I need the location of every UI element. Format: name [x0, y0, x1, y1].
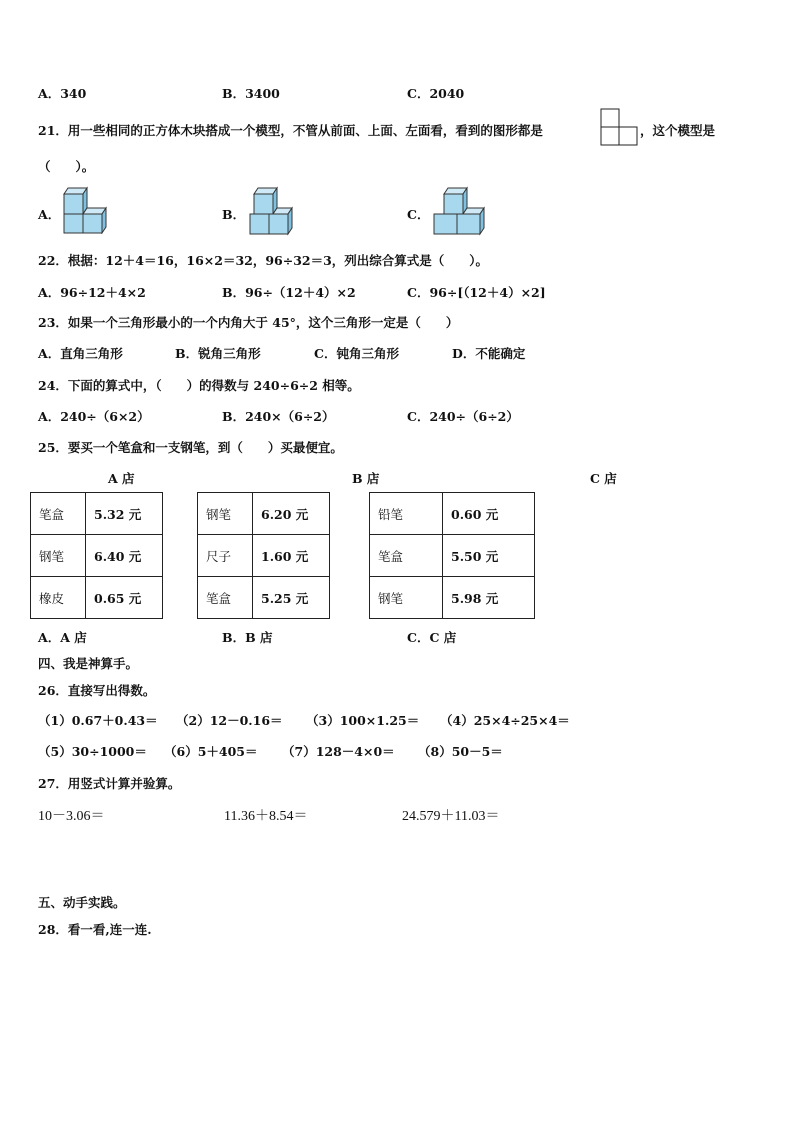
table-row [31, 535, 163, 577]
item-price: 0.60 元 [443, 493, 535, 535]
q27-item-3: 24.579＋11.03＝ [402, 809, 500, 824]
q22-option-a[interactable]: A．96÷12＋4×2 [38, 285, 146, 300]
q24-option-b[interactable]: B．240×（6÷2） [222, 409, 335, 424]
q25-option-c[interactable]: C．C 店 [407, 630, 457, 645]
item-name: 铅笔 [370, 493, 443, 535]
q24-option-c[interactable]: C．240÷（6÷2） [407, 409, 519, 424]
cube-model-b-icon [244, 186, 296, 236]
q27-item-2: 11.36＋8.54＝ [224, 809, 308, 824]
q25-stem: 25．要买一个笔盒和一支钢笔，到（ ）买最便宜。 [38, 440, 343, 455]
q21-stem: 21．用一些相同的正方体木块搭成一个模型，不管从前面、上面、左面看，看到的图形都是 [38, 123, 543, 138]
q27-item-1: 10－3.06＝ [38, 809, 105, 824]
section-four-title: 四、我是神算手。 [38, 656, 139, 671]
item-name: 钢笔 [198, 493, 253, 535]
q26-stem: 26．直接写出得数。 [38, 683, 156, 698]
item-price: 5.50 元 [443, 535, 535, 577]
table-row [31, 577, 163, 619]
table-row [198, 493, 330, 535]
table-row [198, 577, 330, 619]
q23-option-c[interactable]: C．钝角三角形 [314, 346, 399, 361]
q22-stem: 22．根据：12＋4＝16，16×2＝32，96÷32＝3，列出综合算式是（ ）。 [38, 253, 489, 268]
q20-option-c[interactable]: C．2040 [407, 86, 465, 101]
q24-stem: 24．下面的算式中，（ ）的得数与 240÷6÷2 相等。 [38, 378, 360, 393]
item-name: 笔盒 [198, 577, 253, 619]
q21-stem-line2: （ ）。 [38, 159, 95, 174]
item-price: 5.32 元 [86, 493, 163, 535]
q22-option-c[interactable]: C．96÷[（12＋4）×2] [407, 285, 546, 300]
q25-option-a[interactable]: A．A 店 [38, 630, 87, 645]
item-name: 钢笔 [370, 577, 443, 619]
shop-a-title: A 店 [108, 471, 135, 486]
q23-option-a[interactable]: A．直角三角形 [38, 346, 123, 361]
item-price: 0.65 元 [86, 577, 163, 619]
item-name: 尺子 [198, 535, 253, 577]
shop-c-title: C 店 [590, 471, 617, 486]
q24-option-a[interactable]: A．240÷（6×2） [38, 409, 150, 424]
q23-option-b[interactable]: B．锐角三角形 [175, 346, 261, 361]
table-row [198, 535, 330, 577]
table-row [370, 493, 535, 535]
q27-stem: 27．用竖式计算并验算。 [38, 776, 181, 791]
q26-item-3: （3）100×1.25＝ [306, 713, 420, 728]
q20-option-a[interactable]: A．340 [38, 86, 87, 101]
cube-model-a-icon [60, 186, 112, 234]
price-table-c [369, 492, 535, 619]
q22-option-b[interactable]: B．96÷（12＋4）×2 [222, 285, 356, 300]
q26-item-5: （5）30÷1000＝ [38, 744, 147, 759]
item-price: 5.25 元 [253, 577, 330, 619]
view-shape-icon [600, 108, 640, 148]
item-price: 6.40 元 [86, 535, 163, 577]
section-five-title: 五、动手实践。 [38, 895, 126, 910]
q21-option-c[interactable]: C． [407, 207, 430, 222]
q20-option-b[interactable]: B．3400 [222, 86, 280, 101]
table-row [370, 535, 535, 577]
item-name: 钢笔 [31, 535, 86, 577]
item-price: 6.20 元 [253, 493, 330, 535]
q23-option-d[interactable]: D．不能确定 [452, 346, 526, 361]
item-name: 橡皮 [31, 577, 86, 619]
price-table-a [30, 492, 163, 619]
q21-option-a[interactable]: A． [38, 207, 61, 222]
table-row [370, 577, 535, 619]
q26-item-4: （4）25×4÷25×4＝ [440, 713, 570, 728]
q26-item-7: （7）128－4×0＝ [282, 744, 395, 759]
q28-stem: 28．看一看,连一连. [38, 922, 152, 937]
q23-stem: 23．如果一个三角形最小的一个内角大于 45°，这个三角形一定是（ ） [38, 315, 459, 330]
price-table-b [197, 492, 330, 619]
q25-option-b[interactable]: B．B 店 [222, 630, 273, 645]
q26-item-8: （8）50－5＝ [418, 744, 503, 759]
item-name: 笔盒 [370, 535, 443, 577]
q21-stem-tail: ，这个模型是 [640, 123, 716, 138]
table-row [31, 493, 163, 535]
item-price: 5.98 元 [443, 577, 535, 619]
shop-b-title: B 店 [352, 471, 380, 486]
q26-item-2: （2）12－0.16＝ [176, 713, 283, 728]
item-price: 1.60 元 [253, 535, 330, 577]
q26-item-1: （1）0.67＋0.43＝ [38, 713, 158, 728]
q26-item-6: （6）5＋405＝ [164, 744, 258, 759]
item-name: 笔盒 [31, 493, 86, 535]
cube-model-c-icon [430, 186, 488, 236]
q21-option-b[interactable]: B． [222, 207, 246, 222]
